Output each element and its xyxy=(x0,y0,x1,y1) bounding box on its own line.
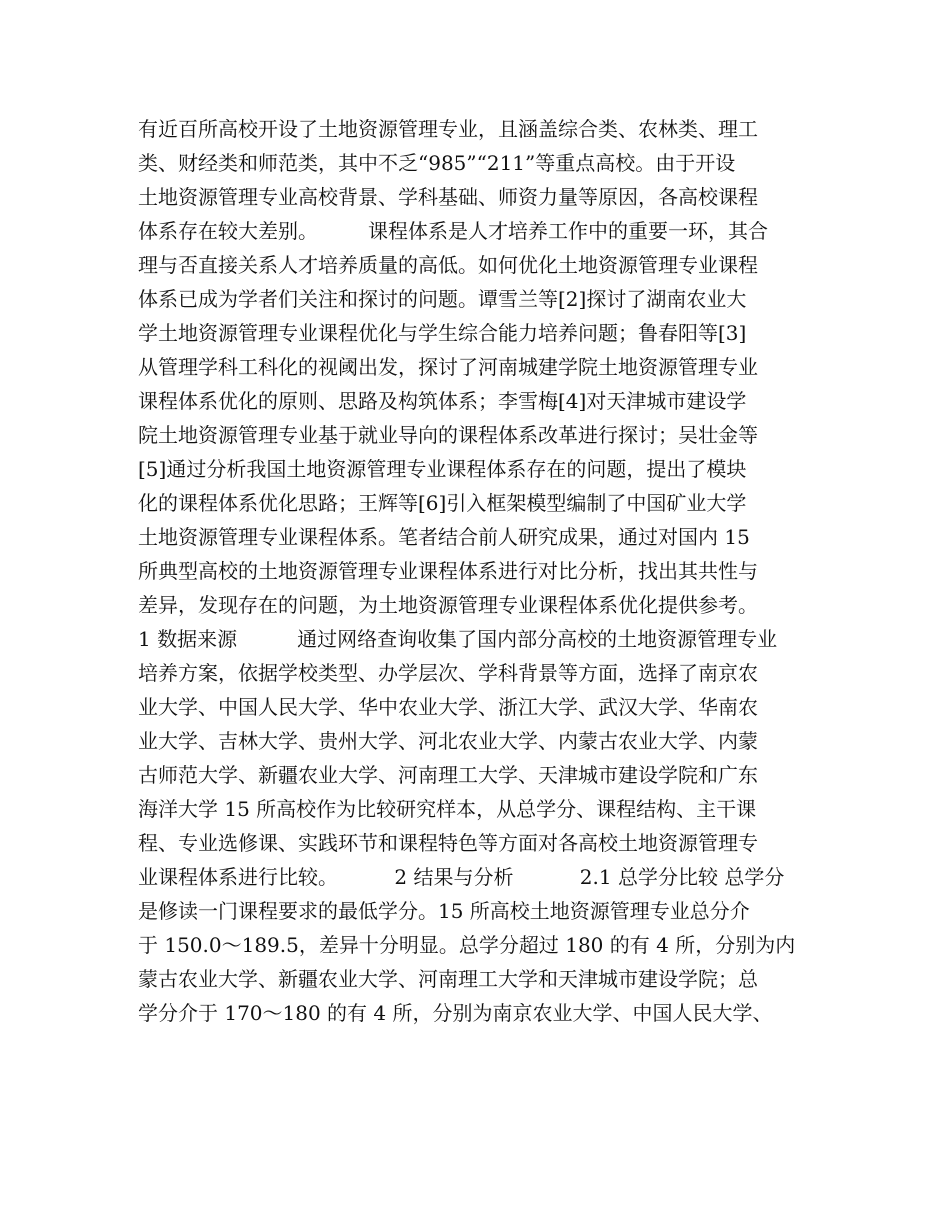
text-line: 业大学、吉林大学、贵州大学、河北农业大学、内蒙古农业大学、内蒙 xyxy=(138,729,758,753)
text-line: [5]通过分析我国土地资源管理专业课程体系存在的问题，提出了模块 xyxy=(138,457,747,481)
text-line: 体系已成为学者们关注和探讨的问题。谭雪兰等[2]探讨了湖南农业大 xyxy=(138,287,747,311)
text-line: 院土地资源管理专业基于就业导向的课程体系改革进行探讨；吴壮金等 xyxy=(138,423,758,447)
text-line: 所典型高校的土地资源管理专业课程体系进行对比分析，找出其共性与 xyxy=(138,559,758,583)
text-line: 土地资源管理专业课程体系。笔者结合前人研究成果，通过对国内 15 xyxy=(138,525,750,549)
text-line: 学土地资源管理专业课程优化与学生综合能力培养问题；鲁春阳等[3] xyxy=(138,321,747,345)
text-line: 课程体系优化的原则、思路及构筑体系；李雪梅[4]对天津城市建设学 xyxy=(138,389,747,413)
text-line: 培养方案，依据学校类型、办学层次、学科背景等方面，选择了南京农 xyxy=(138,661,758,685)
text-line: 从管理学科工科化的视阈出发，探讨了河南城建学院土地资源管理专业 xyxy=(138,355,758,379)
text-line: 海洋大学 15 所高校作为比较研究样本，从总学分、课程结构、主干课 xyxy=(138,797,757,821)
text-line: 学分介于 170～180 的有 4 所，分别为南京农业大学、中国人民大学、 xyxy=(138,1001,773,1025)
text-line: 是修读一门课程要求的最低学分。15 所高校土地资源管理专业总分介 xyxy=(138,899,750,923)
body-text xyxy=(138,112,818,1030)
text-line: 体系存在较大差别。 课程体系是人才培养工作中的重要一环，其合 xyxy=(138,219,768,243)
text-line: 土地资源管理专业高校背景、学科基础、师资力量等原因，各高校课程 xyxy=(138,185,758,209)
text-line: 有近百所高校开设了土地资源管理专业，且涵盖综合类、农林类、理工 xyxy=(138,117,758,141)
text-line: 程、专业选修课、实践环节和课程特色等方面对各高校土地资源管理专 xyxy=(138,831,758,855)
text-line: 业大学、中国人民大学、华中农业大学、浙江大学、武汉大学、华南农 xyxy=(138,695,758,719)
text-line: 差异，发现存在的问题，为土地资源管理专业课程体系优化提供参考。 xyxy=(138,593,758,617)
text-line: 化的课程体系优化思路；王辉等[6]引入框架模型编制了中国矿业大学 xyxy=(138,491,747,515)
text-line: 理与否直接关系人才培养质量的高低。如何优化土地资源管理专业课程 xyxy=(138,253,758,277)
text-line: 于 150.0～189.5，差异十分明显。总学分超过 180 的有 4 所，分别为内 xyxy=(138,933,796,957)
text-line: 类、财经类和师范类，其中不乏“985”“211”等重点高校。由于开设 xyxy=(138,151,736,175)
text-line: 业课程体系进行比较。 2 结果与分析 2.1 总学分比较 总学分 xyxy=(138,865,785,889)
text-line: 1 数据来源 通过网络查询收集了国内部分高校的土地资源管理专业 xyxy=(138,627,778,651)
text-line: 古师范大学、新疆农业大学、河南理工大学、天津城市建设学院和广东 xyxy=(138,763,758,787)
text-line: 蒙古农业大学、新疆农业大学、河南理工大学和天津城市建设学院；总 xyxy=(138,967,758,991)
